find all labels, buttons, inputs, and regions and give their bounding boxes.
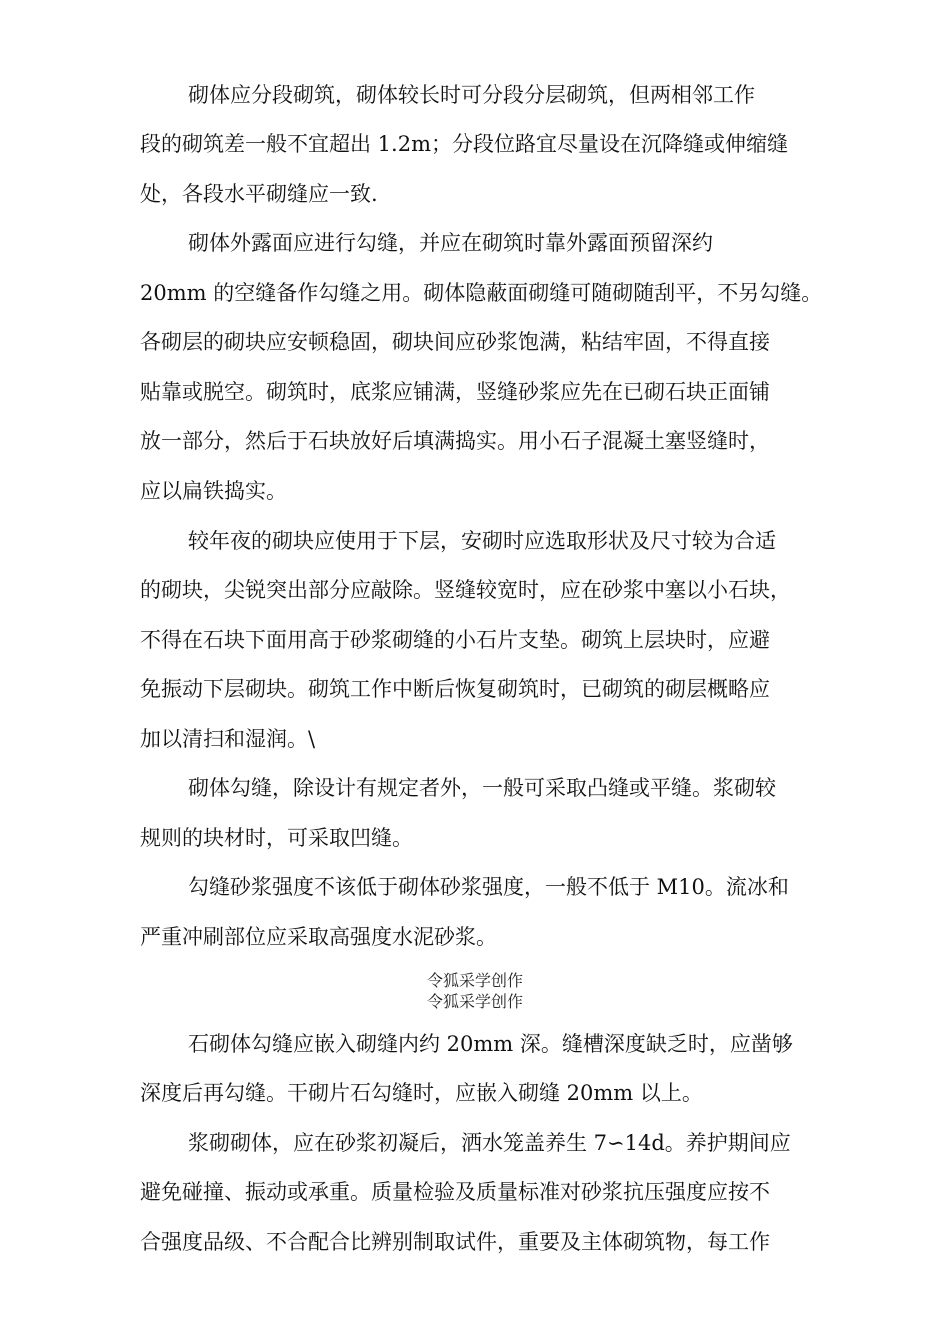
paragraph-line: 不得在石块下面用高于砂浆砌缝的小石片支垫。砌筑上层块时，应避 [140,628,770,652]
paragraph-line: 合强度品级、不合配合比辨别制取试件，重要及主体砌筑物，每工作 [140,1230,770,1254]
paragraph-line: 段的砌筑差一般不宜超出 1.2m；分段位路宜尽量设在沉降缝或伸缩缝 [140,132,788,156]
paragraph-line: 避免碰撞、振动或承重。质量检验及质量标准对砂浆抗压强度应按不 [140,1180,770,1204]
paragraph-line: 浆砌砌体，应在砂浆初凝后，洒水笼盖养生 7∽14d。养护期间应 [188,1131,791,1155]
paragraph-line: 20mm 的空缝备作勾缝之用。砌体隐蔽面砌缝可随砌随刮平，不另勾缝。 [140,281,823,305]
paragraph-line: 的砌块，尖锐突出部分应敲除。竖缝较宽时，应在砂浆中塞以小石块， [140,578,791,602]
paragraph-line: 应以扁铁捣实。 [140,479,287,503]
paragraph-line: 贴靠或脱空。砌筑时，底浆应铺满，竖缝砂浆应先在已砌石块正面铺 [140,380,770,404]
paragraph-line: 砌体勾缝，除设计有规定者外，一般可采取凸缝或平缝。浆砌较 [188,776,776,800]
paragraph-line: 石砌体勾缝应嵌入砌缝内约 20mm 深。缝槽深度缺乏时，应凿够 [188,1032,793,1056]
paragraph-line: 放一部分，然后于石块放好后填满捣实。用小石子混凝土塞竖缝时， [140,429,770,453]
paragraph-line: 深度后再勾缝。干砌片石勾缝时，应嵌入砌缝 20mm 以上。 [140,1081,703,1105]
paragraph-line: 规则的块材时，可采取凹缝。 [140,826,413,850]
paragraph-line: 勾缝砂浆强度不该低于砌体砂浆强度，一般不低于 M10。流冰和 [188,875,789,899]
paragraph-line: 各砌层的砌块应安顿稳固，砌块间应砂浆饱满，粘结牢固，不得直接 [140,330,770,354]
paragraph-line: 处，各段水平砌缝应一致. [140,182,378,206]
paragraph-line: 较年夜的砌块应使用于下层，安砌时应选取形状及尺寸较为合适 [188,529,776,553]
paragraph-line: 砌体外露面应进行勾缝，并应在砌筑时靠外露面预留深约 [188,231,713,255]
paragraph-line: 加以清扫和湿润。\ [140,727,316,751]
paragraph-line: 严重冲刷部位应采取高强度水泥砂浆。 [140,925,497,949]
footer-text: 令狐采学创作 [426,992,523,1011]
paragraph-line: 砌体应分段砌筑，砌体较长时可分段分层砌筑，但两相邻工作 [188,83,755,107]
footer-text: 令狐采学创作 [426,971,523,990]
paragraph-line: 免振动下层砌块。砌筑工作中断后恢复砌筑时，已砌筑的砌层概略应 [140,677,770,701]
